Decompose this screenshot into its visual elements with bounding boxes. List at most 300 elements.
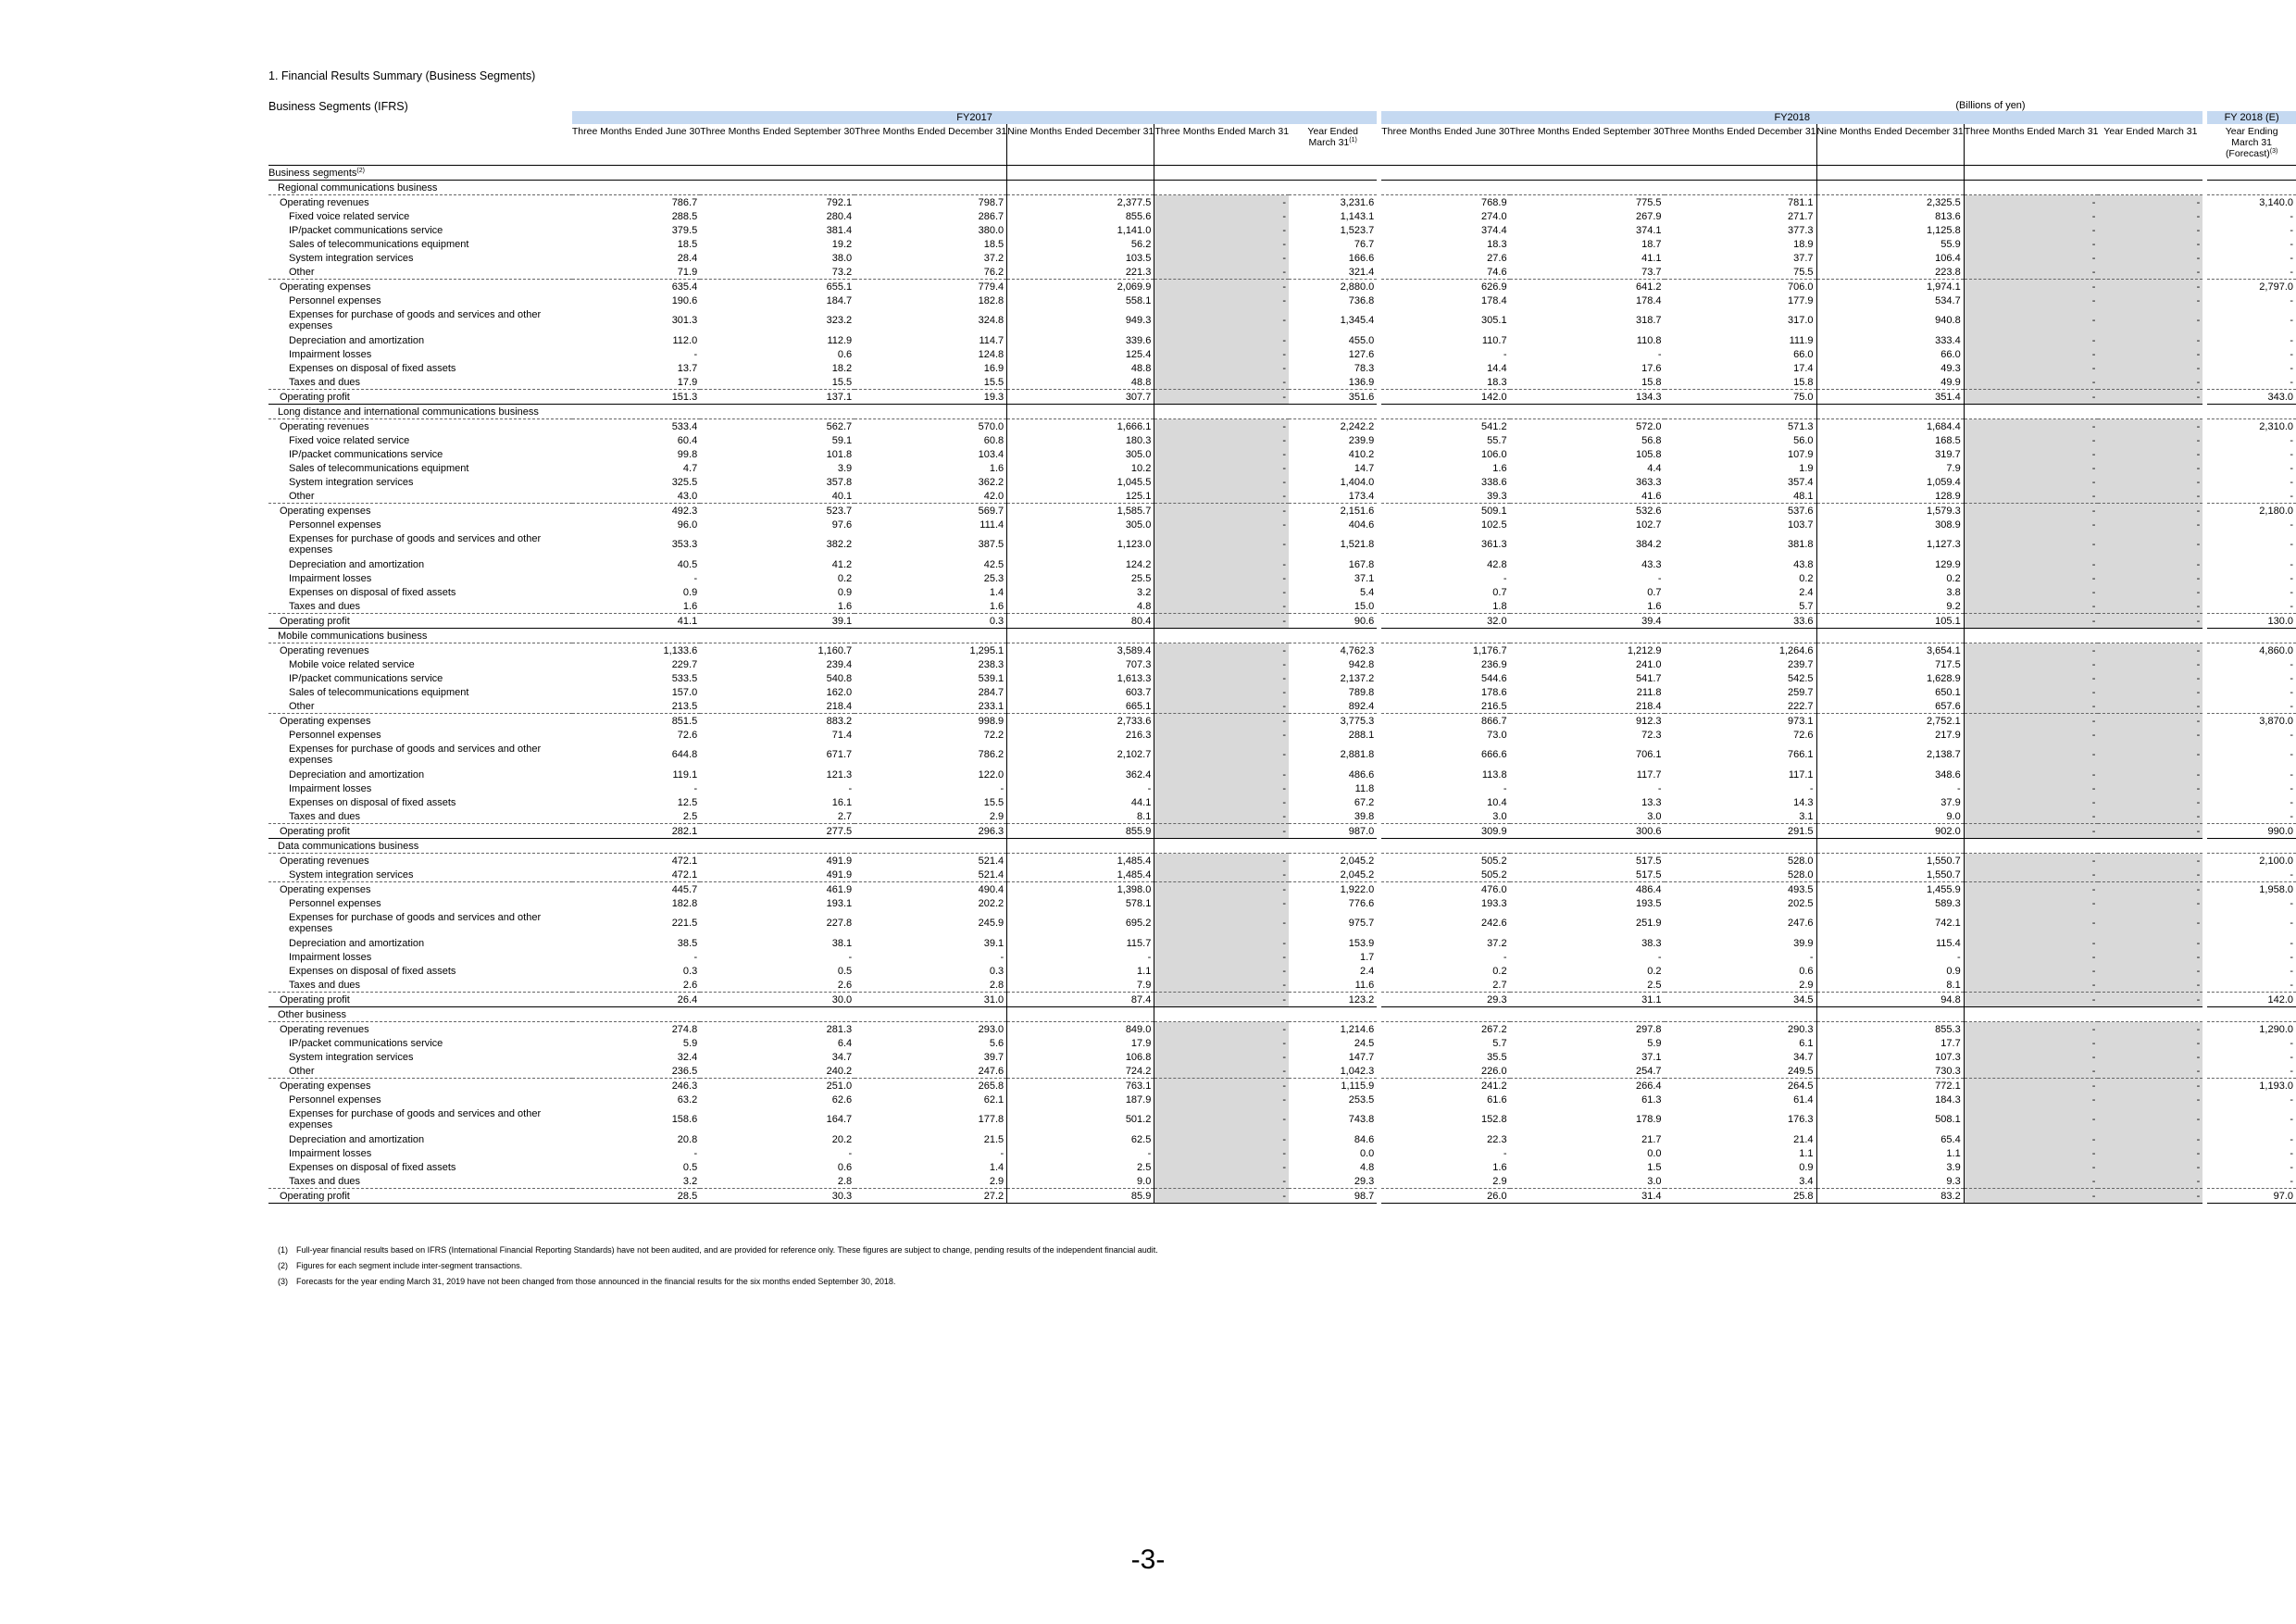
value-cell: 779.4 [855, 280, 1007, 294]
value-cell: 374.1 [1635, 224, 1662, 236]
value-cell: 3.0 [1647, 810, 1662, 822]
value-cell: - [2098, 333, 2202, 347]
value-cell: 866.7 [1381, 714, 1509, 729]
value-cell: - [1964, 265, 2098, 280]
value-cell: 362.4 [1007, 768, 1154, 781]
value-cell: 724.2 [1007, 1064, 1154, 1079]
value-cell: 2,137.2 [1340, 672, 1375, 684]
value-cell: 4,762.3 [1289, 643, 1377, 658]
value-cell: 0.9 [682, 586, 698, 598]
row-label: Depreciation and amortization [289, 768, 425, 781]
value-cell: - [2098, 531, 2202, 557]
row-label: Expenses on disposal of fixed assets [289, 796, 456, 808]
value-cell: 83.2 [1816, 1189, 1964, 1204]
col-header: Year Ended March 31 [2098, 124, 2202, 166]
col-header: Three Months Ended June 30 [572, 124, 700, 166]
table-row [268, 447, 2296, 461]
value-cell: 0.9 [1665, 1160, 1817, 1174]
value-cell: 333.4 [1816, 333, 1964, 347]
value-cell: 55.9 [1816, 237, 1964, 251]
footnote [278, 1277, 895, 1286]
value-cell: 505.2 [1481, 868, 1507, 881]
value-cell: 0.7 [1492, 586, 1507, 598]
value-cell: 1.6 [1647, 600, 1662, 612]
value-cell: 30.0 [700, 993, 855, 1007]
value-cell: 2.6 [837, 979, 853, 991]
value-cell: 9.2 [1816, 599, 1964, 614]
value-cell: - [2290, 448, 2293, 460]
value-cell: 1.1 [1816, 1146, 1964, 1160]
value-cell: 288.1 [1348, 729, 1375, 741]
value-cell: - [1964, 585, 2098, 599]
value-cell: - [1154, 265, 1289, 280]
value-cell: 32.4 [677, 1051, 698, 1063]
value-cell: - [2098, 504, 2202, 518]
value-cell: 151.3 [572, 390, 700, 405]
value-cell: 245.9 [855, 910, 1007, 936]
value-cell: 1,628.9 [1816, 671, 1964, 685]
value-cell: - [2098, 237, 2202, 251]
value-cell: 17.6 [1641, 362, 1662, 374]
value-cell: 849.0 [1007, 1022, 1154, 1037]
value-cell: 61.3 [1641, 1093, 1662, 1106]
value-cell: 284.7 [855, 685, 1007, 699]
value-cell: 266.4 [1510, 1079, 1665, 1093]
value-cell: 381.8 [1665, 531, 1817, 557]
value-cell: 0.3 [682, 965, 698, 977]
value-cell: 21.7 [1641, 1133, 1662, 1145]
row-label: Other [289, 1065, 315, 1077]
row-label: Operating expenses [268, 1079, 572, 1093]
value-cell: 570.0 [855, 419, 1007, 434]
value-cell: - [1964, 557, 2098, 571]
value-cell: 9.0 [1007, 1174, 1154, 1189]
row-label: System integration services [289, 476, 414, 488]
value-cell: 8.1 [1816, 978, 1964, 993]
value-cell: 892.4 [1348, 700, 1375, 712]
value-cell: - [1964, 950, 2098, 964]
value-cell: 5.6 [855, 1036, 1007, 1050]
value-cell: 1.9 [1665, 461, 1817, 475]
value-cell: 164.7 [826, 1114, 853, 1125]
value-cell: 20.8 [677, 1133, 698, 1145]
table-row [268, 419, 2296, 434]
row-label: Expenses for purchase of goods and services and other expenses [289, 912, 542, 934]
value-cell: 7.9 [1007, 978, 1154, 993]
table-row [268, 585, 2296, 599]
row-label: Impairment losses [289, 348, 372, 360]
value-cell: 0.3 [855, 614, 1007, 629]
value-cell: 37.1 [1354, 572, 1375, 584]
value-cell: - [1154, 809, 1289, 824]
value-cell: - [1154, 824, 1289, 839]
value-cell: 296.3 [855, 824, 1007, 839]
value-cell: - [2098, 347, 2202, 361]
value-cell: 493.5 [1665, 882, 1817, 897]
value-cell: - [1154, 461, 1289, 475]
value-cell: 736.8 [1348, 294, 1375, 306]
value-cell: 178.4 [1481, 294, 1507, 306]
value-cell: 544.6 [1481, 672, 1507, 684]
value-cell: 124.2 [1007, 557, 1154, 571]
value-cell: - [2290, 476, 2293, 488]
value-cell: 666.6 [1481, 749, 1507, 760]
value-cell: 528.0 [1665, 854, 1817, 868]
value-cell: 1,045.5 [1007, 475, 1154, 489]
value-cell: 0.2 [837, 572, 853, 584]
value-cell: - [1154, 1106, 1289, 1132]
table-row [268, 882, 2296, 897]
value-cell: 221.5 [671, 918, 698, 929]
value-cell: 472.1 [671, 868, 698, 881]
value-cell: - [2098, 1036, 2202, 1050]
value-cell: 0.9 [837, 586, 853, 598]
value-cell: - [2290, 782, 2293, 794]
row-label: Other [289, 700, 315, 712]
value-cell: - [693, 782, 698, 794]
value-cell: 271.7 [1665, 209, 1817, 223]
value-cell: 1,398.0 [1007, 882, 1154, 897]
value-cell: - [1964, 882, 2098, 897]
value-cell: 105.1 [1816, 614, 1964, 629]
value-cell: 1,958.0 [2207, 882, 2296, 897]
value-cell: 238.3 [855, 657, 1007, 671]
value-cell: 251.9 [1635, 918, 1662, 929]
value-cell: 103.7 [1665, 518, 1817, 531]
value-cell: 973.1 [1665, 714, 1817, 729]
row-label: Sales of telecommunications equipment [289, 462, 469, 474]
value-cell: 15.8 [1641, 376, 1662, 388]
value-cell: 1,127.3 [1816, 531, 1964, 557]
value-cell: - [1964, 447, 2098, 461]
value-cell: 72.6 [1665, 728, 1817, 742]
value-cell: 307.7 [1007, 390, 1154, 405]
value-cell: 2,045.2 [1289, 854, 1377, 868]
value-cell: - [2098, 251, 2202, 265]
value-cell: 339.6 [1007, 333, 1154, 347]
value-cell: - [2098, 307, 2202, 333]
value-cell: 772.1 [1816, 1079, 1964, 1093]
value-cell: - [1503, 782, 1507, 794]
value-cell: 0.9 [1816, 964, 1964, 978]
value-cell: - [1154, 936, 1289, 950]
value-cell: 540.8 [826, 672, 853, 684]
row-label: Operating expenses [268, 882, 572, 897]
value-cell: 7.9 [1816, 461, 1964, 475]
value-cell: 2,797.0 [2207, 280, 2296, 294]
value-cell: 239.9 [1348, 434, 1375, 446]
value-cell: - [1964, 1036, 2098, 1050]
value-cell: 16.1 [831, 796, 853, 808]
value-cell: 38.3 [1641, 937, 1662, 949]
value-cell: 2.4 [1359, 965, 1375, 977]
row-label: Expenses for purchase of goods and services and other expenses [289, 533, 542, 556]
value-cell: - [1154, 419, 1289, 434]
value-cell: 2.6 [682, 979, 698, 991]
value-cell: - [2290, 600, 2293, 612]
value-cell: - [1154, 531, 1289, 557]
value-cell: 1,193.0 [2207, 1079, 2296, 1093]
value-cell: 27.2 [855, 1189, 1007, 1204]
value-cell: 1,264.6 [1665, 643, 1817, 658]
row-label: Depreciation and amortization [289, 558, 425, 570]
value-cell: 998.9 [855, 714, 1007, 729]
value-cell: 38.0 [831, 252, 853, 264]
value-cell: - [1964, 475, 2098, 489]
value-cell: - [1964, 390, 2098, 405]
value-cell: 855.6 [1007, 209, 1154, 223]
value-cell: - [2098, 195, 2202, 210]
value-cell: - [1964, 599, 2098, 614]
table-row [268, 195, 2296, 210]
value-cell: 251.0 [700, 1079, 855, 1093]
segment-name: Data communications business [268, 839, 572, 854]
value-cell: - [2290, 918, 2293, 929]
value-cell: 265.8 [855, 1079, 1007, 1093]
value-cell: 18.3 [1487, 376, 1507, 388]
value-cell: 1,345.4 [1340, 315, 1375, 326]
value-cell: 508.1 [1816, 1106, 1964, 1132]
value-cell: - [1154, 390, 1289, 405]
value-cell: 96.0 [677, 518, 698, 531]
value-cell: 178.9 [1635, 1114, 1662, 1125]
table-row [268, 1050, 2296, 1064]
value-cell: 14.7 [1354, 462, 1375, 474]
value-cell: 290.3 [1665, 1022, 1817, 1037]
value-cell: 25.8 [1665, 1189, 1817, 1204]
value-cell: 17.9 [1007, 1036, 1154, 1050]
value-cell: - [1964, 657, 2098, 671]
value-cell: 387.5 [855, 531, 1007, 557]
value-cell: 178.6 [1481, 686, 1507, 698]
value-cell: - [1154, 347, 1289, 361]
value-cell: 490.4 [855, 882, 1007, 897]
table-row [268, 237, 2296, 251]
value-cell: - [1154, 1050, 1289, 1064]
value-cell: - [1503, 572, 1507, 584]
value-cell: 49.9 [1816, 375, 1964, 390]
value-cell: - [1964, 489, 2098, 504]
row-label: IP/packet communications service [289, 672, 443, 684]
value-cell: 107.3 [1816, 1050, 1964, 1064]
value-cell: 4.7 [682, 462, 698, 474]
table-row [268, 1132, 2296, 1146]
value-cell: 2,069.9 [1007, 280, 1154, 294]
value-cell: 112.9 [827, 334, 853, 346]
value-cell: 11.6 [1354, 979, 1375, 991]
value-cell: 445.7 [572, 882, 700, 897]
value-cell: - [1154, 964, 1289, 978]
value-cell: 1,133.6 [572, 643, 700, 658]
value-cell: 486.6 [1348, 768, 1375, 781]
value-cell: 589.3 [1816, 896, 1964, 910]
value-cell: - [2098, 209, 2202, 223]
value-cell: 300.6 [1510, 824, 1665, 839]
value-cell: 1,922.0 [1289, 882, 1377, 897]
value-cell: - [1154, 685, 1289, 699]
row-label: Expenses on disposal of fixed assets [289, 1161, 456, 1173]
table-row [268, 1079, 2296, 1093]
value-cell: 766.1 [1665, 742, 1817, 768]
value-cell: - [1007, 781, 1154, 795]
row-label: Expenses on disposal of fixed assets [289, 362, 456, 374]
value-cell: 1.6 [855, 599, 1007, 614]
row-label: Operating profit [268, 824, 572, 839]
value-cell: - [1964, 571, 2098, 585]
value-cell: 184.3 [1816, 1093, 1964, 1106]
value-cell: - [1154, 657, 1289, 671]
value-cell: 182.8 [671, 897, 698, 909]
value-cell: 38.5 [677, 937, 698, 949]
value-cell: 25.3 [855, 571, 1007, 585]
table-row [268, 347, 2296, 361]
col-header: Three Months Ended December 31 [855, 124, 1007, 166]
value-cell: 117.7 [1636, 768, 1662, 781]
value-cell: 218.4 [1635, 700, 1662, 712]
value-cell: 792.1 [700, 195, 855, 210]
value-cell: - [2290, 1175, 2293, 1187]
value-cell: 102.5 [1481, 518, 1507, 531]
value-cell: 193.3 [1481, 897, 1507, 909]
table-row [268, 294, 2296, 307]
table-row [268, 868, 2296, 882]
value-cell: - [1154, 294, 1289, 307]
value-cell: 66.0 [1665, 347, 1817, 361]
footnote-text: Full-year financial results based on IFRS (International Financial Reporting Standards) have not been audited, and are provided for reference only. These figures are subject to change, pending results of the independent financial audit. [296, 1245, 1158, 1255]
value-cell: 975.7 [1348, 918, 1375, 929]
value-cell: - [2290, 979, 2293, 991]
value-cell: - [2290, 1161, 2293, 1173]
value-cell: 671.7 [826, 749, 853, 760]
value-cell: 321.4 [1348, 266, 1375, 278]
value-cell: 41.2 [831, 558, 853, 570]
value-cell: - [1964, 1079, 2098, 1093]
table-row [268, 280, 2296, 294]
value-cell: 97.0 [2207, 1189, 2296, 1204]
value-cell: 34.7 [831, 1051, 853, 1063]
row-label: Expenses on disposal of fixed assets [289, 965, 456, 977]
value-cell: - [2098, 1174, 2202, 1189]
value-cell: 1,404.0 [1340, 476, 1375, 488]
value-cell: - [1964, 461, 2098, 475]
value-cell: 107.9 [1665, 447, 1817, 461]
table-row [268, 685, 2296, 699]
value-cell: 3,654.1 [1816, 643, 1964, 658]
value-cell: 2.5 [682, 810, 698, 822]
value-cell: - [2098, 896, 2202, 910]
value-cell: 180.3 [1007, 433, 1154, 447]
value-cell: - [2098, 699, 2202, 714]
table-row [268, 950, 2296, 964]
value-cell: 3,140.0 [2207, 195, 2296, 210]
table-row [268, 223, 2296, 237]
value-cell: 221.3 [1007, 265, 1154, 280]
value-cell: 533.5 [671, 672, 698, 684]
value-cell: - [1154, 1079, 1289, 1093]
value-cell: - [1964, 1106, 2098, 1132]
value-cell: - [2290, 572, 2293, 584]
value-cell: - [2098, 1146, 2202, 1160]
segment-name: Regional communications business [268, 181, 572, 195]
value-cell: - [2098, 475, 2202, 489]
value-cell: - [2098, 936, 2202, 950]
value-cell: - [1154, 993, 1289, 1007]
value-cell: 505.2 [1381, 854, 1509, 868]
value-cell: - [1503, 1147, 1507, 1159]
value-cell: 2,138.7 [1816, 742, 1964, 768]
value-cell: - [1657, 572, 1662, 584]
value-cell: - [1964, 1189, 2098, 1204]
value-cell: 76.7 [1354, 238, 1375, 250]
row-label: Operating profit [268, 614, 572, 629]
value-cell: 242.6 [1481, 918, 1507, 929]
value-cell: - [1964, 896, 2098, 910]
value-cell: - [855, 950, 1007, 964]
value-cell: 2.9 [1665, 978, 1817, 993]
value-cell: 3,870.0 [2207, 714, 2296, 729]
value-cell: 558.1 [1007, 294, 1154, 307]
value-cell: - [2098, 461, 2202, 475]
value-cell: 361.3 [1481, 539, 1507, 550]
value-cell: 72.2 [855, 728, 1007, 742]
value-cell: 236.9 [1481, 658, 1507, 670]
value-cell: 103.5 [1007, 251, 1154, 265]
value-cell: - [2290, 937, 2293, 949]
value-cell: 102.7 [1635, 518, 1662, 531]
row-label: Expenses on disposal of fixed assets [289, 586, 456, 598]
value-cell: - [1154, 781, 1289, 795]
value-cell: - [1154, 742, 1289, 768]
value-cell: 348.6 [1816, 768, 1964, 781]
value-cell: 2.7 [1492, 979, 1507, 991]
value-cell: 85.9 [1007, 1189, 1154, 1204]
value-cell: - [2290, 376, 2293, 388]
value-cell: - [2098, 643, 2202, 658]
value-cell: - [1154, 237, 1289, 251]
value-cell: 12.5 [677, 796, 698, 808]
value-cell: 4,860.0 [2207, 643, 2296, 658]
value-cell: - [1154, 854, 1289, 868]
value-cell: 6.4 [837, 1037, 853, 1049]
value-cell: 29.3 [1381, 993, 1509, 1007]
value-cell: 227.8 [826, 918, 853, 929]
value-cell: 317.0 [1665, 307, 1817, 333]
value-cell: - [848, 1147, 853, 1159]
value-cell: - [1154, 1036, 1289, 1050]
row-label: Depreciation and amortization [289, 1133, 425, 1145]
value-cell: 4.4 [1647, 462, 1662, 474]
row-label: Operating expenses [268, 280, 572, 294]
value-cell: - [2098, 571, 2202, 585]
value-cell: 325.5 [671, 476, 698, 488]
row-label: Taxes and dues [289, 376, 361, 388]
value-cell: 37.2 [855, 251, 1007, 265]
value-cell: 267.9 [1635, 210, 1662, 222]
value-cell: 241.0 [1635, 658, 1662, 670]
value-cell: 167.8 [1348, 558, 1375, 570]
value-cell: 1,455.9 [1816, 882, 1964, 897]
value-cell: 3.0 [1492, 810, 1507, 822]
row-label: Personnel expenses [289, 1093, 381, 1106]
value-cell: - [2098, 1064, 2202, 1079]
value-cell: 2.9 [855, 809, 1007, 824]
value-cell: 3.9 [837, 462, 853, 474]
value-cell: 202.2 [855, 896, 1007, 910]
table-row [268, 1022, 2296, 1037]
value-cell: 324.8 [855, 307, 1007, 333]
value-cell: - [2290, 672, 2293, 684]
row-label: Depreciation and amortization [289, 937, 425, 949]
